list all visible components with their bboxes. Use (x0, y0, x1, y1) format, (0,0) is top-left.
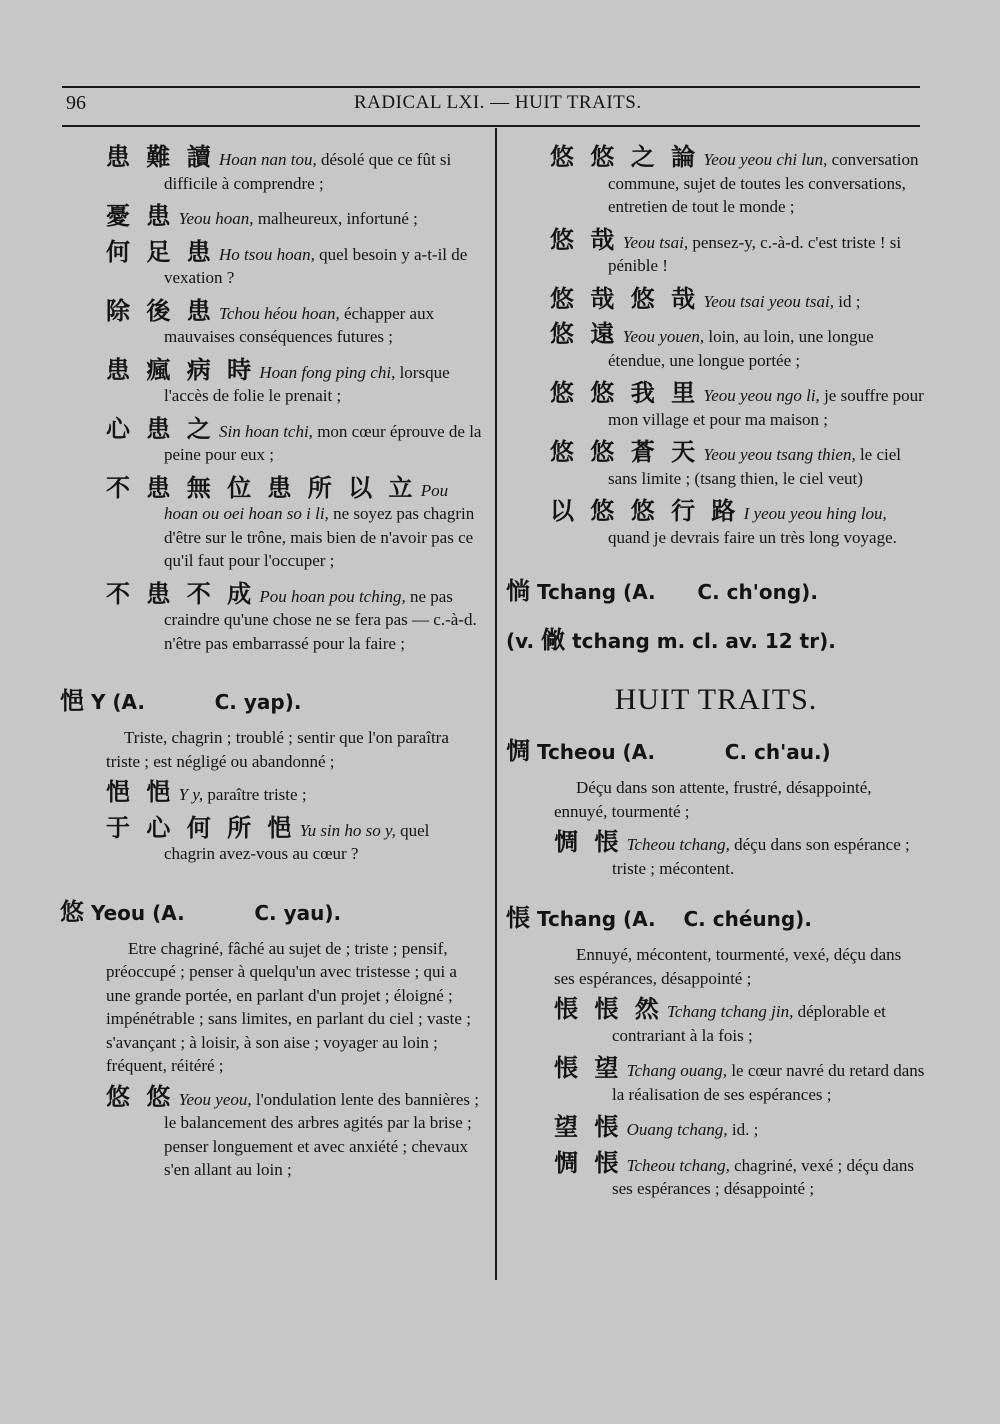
chinese-phrase: 不 患 不 成 (106, 579, 256, 608)
headword-text: Tchang (A. C. ch'ong). (530, 580, 818, 604)
sub-entry (550, 497, 926, 549)
left-column (60, 143, 484, 1192)
chinese-phrase: 不 患 無 位 患 所 以 立 (106, 473, 417, 502)
translation: mon cœur éprouve de la peine pour eux ; (164, 421, 482, 464)
headword-tchang (506, 571, 926, 606)
headword-tcheou (506, 731, 926, 766)
headword-yeou (60, 892, 484, 927)
sub-entry (550, 438, 926, 490)
chinese-phrase: 患 瘋 病 時 (106, 355, 256, 384)
romanization: Yeou yeou chi lun, (703, 150, 828, 169)
headword-text: tchang m. cl. av. 12 tr). (565, 629, 836, 653)
sub-entry (106, 579, 484, 656)
sub-entry (106, 296, 484, 349)
chinese-phrase: 悠 悠 我 里 (550, 379, 700, 407)
chinese-phrase: 悠 遠 (550, 320, 619, 348)
romanization: Hoan fong ping chi, (259, 362, 396, 382)
chinese-phrase: 望 悵 (554, 1113, 623, 1141)
headword-char: 悒 (60, 687, 84, 715)
chinese-phrase: 患 難 讀 (106, 143, 215, 171)
translation: malheureux, infortuné ; (253, 209, 418, 228)
sub-entry (554, 828, 926, 880)
sub-entry (554, 1054, 926, 1106)
chinese-phrase: 悒 悒 (106, 778, 175, 806)
definition: Déçu dans son attente, frustré, désappointé, ennuyé, tourmenté ; (554, 778, 872, 821)
sub-entry (550, 284, 926, 314)
running-title: RADICAL LXI. — HUIT TRAITS. (354, 92, 642, 113)
romanization: Tchang ouang, (626, 1061, 728, 1080)
romanization: Sin hoan tchi, (218, 421, 313, 441)
translation: id ; (833, 291, 861, 311)
entry-group (60, 778, 484, 866)
romanization: Tcheou tchang, (626, 1155, 730, 1175)
headword-char: 惝 (506, 577, 530, 605)
romanization: Ho tsou hoan, (218, 244, 315, 264)
column-divider (495, 128, 497, 1280)
headword-char: 悵 (506, 904, 530, 932)
definition: Ennuyé, mécontent, tourmenté, vexé, déçu dans ses espérances, désappointé ; (554, 945, 902, 988)
chinese-phrase: 以 悠 悠 行 路 (550, 497, 740, 525)
definition: Etre chagriné, fâché au sujet de ; triste ; pensif, préoccupé ; penser à quelqu'un avec tristesse ; qui a une grande portée, en parlant d'un projet ; éloigné ; impénétrable ; sans limites, en parlant du ciel ; vaste ; s'avançant ; à loisir, à son aise ; voyager au loin ; fréquent, réitéré ; (106, 938, 471, 1075)
translation: déplorable et contrariant à la fois ; (612, 1002, 886, 1045)
translation: échapper aux mauvaises conséquences futures ; (164, 303, 435, 346)
translation: le cœur navré du retard dans la réalisation de ses espérances ; (612, 1061, 925, 1104)
translation: je souffre pour mon village et pour ma maison ; (608, 386, 924, 429)
romanization: Tcheou tchang, (626, 835, 730, 854)
romanization: Yeou tsai yeou tsai, (703, 291, 834, 311)
sub-entry (554, 995, 926, 1047)
chinese-phrase: 悵 悵 然 (554, 995, 663, 1023)
sub-entry (554, 1113, 926, 1142)
romanization: Ouang tchang, (626, 1120, 728, 1139)
sub-entry (106, 237, 484, 290)
headword-text: Y (A. C. yap). (84, 690, 302, 714)
sub-entry (106, 355, 484, 408)
sub-entry (106, 473, 484, 573)
romanization: Yu sin ho so y, (299, 820, 396, 840)
definition: Triste, chagrin ; troublé ; sentir que l'on paraîtra triste ; est négligé ou abandonné ; (106, 728, 449, 771)
translation: l'ondulation lente des bannières ; le balancement des arbres agités par la brise ; penser longuement et avec anxiété ; chevaux s'en allant au loin ; (164, 1089, 479, 1179)
headword-char: 惆 (506, 737, 530, 765)
sub-entry (106, 202, 484, 231)
top-rule (62, 86, 920, 88)
translation: loin, au loin, une longue étendue, une longue portée ; (608, 327, 874, 370)
romanization: Tchou héou hoan, (218, 303, 340, 323)
chinese-phrase: 悠 悠 之 論 (550, 143, 700, 171)
section-title: HUIT TRAITS. (614, 683, 818, 716)
chinese-phrase: 悠 哉 悠 哉 (550, 284, 700, 313)
page-number: 96 (66, 92, 86, 114)
translation: lorsque l'accès de folie le prenait ; (164, 362, 450, 405)
sub-entry (106, 813, 484, 866)
chinese-phrase: 何 足 患 (106, 237, 215, 266)
entry-group (506, 143, 926, 549)
header-rule (62, 125, 920, 127)
romanization: Tchang tchang jin, (666, 1002, 794, 1021)
sub-entry (554, 1148, 926, 1201)
romanization: Yeou hoan, (178, 209, 254, 228)
romanization: I yeou yeou hing lou, (743, 504, 887, 523)
romanization: Pou hoan ou oei hoan so i li, (164, 480, 449, 523)
sub-entry (550, 320, 926, 372)
headword-text: Yeou (A. C. yau). (84, 900, 342, 925)
translation: conversation commune, sujet de toutes les conversations, entretien de tout le monde ; (608, 150, 919, 216)
translation: quand je devrais faire un très long voyage. (608, 527, 897, 547)
translation: chagriné, vexé ; déçu dans ses espérances ; désappointé ; (612, 1155, 914, 1198)
chinese-phrase: 于 心 何 所 悒 (106, 813, 296, 842)
chinese-phrase: 除 後 患 (106, 296, 215, 325)
chinese-phrase: 悵 望 (554, 1054, 623, 1082)
chinese-phrase: 惆 悵 (554, 1148, 623, 1177)
headword-char: 僘 (541, 626, 566, 654)
chinese-phrase: 憂 患 (106, 202, 175, 230)
translation: quel besoin y a-t-il de vexation ? (164, 244, 468, 287)
translation: pensez-y, c.-à-d. c'est triste ! si pénible ! (608, 232, 902, 275)
sub-entry (550, 143, 926, 219)
translation: ne pas craindre qu'une chose ne se fera pas — c.-à-d. n'être pas embarrassé pour la faire ; (164, 586, 477, 653)
headword-char: 悠 (60, 897, 84, 926)
entry-group (60, 143, 484, 655)
sub-entry (550, 225, 926, 278)
translation: désolé que ce fût si difficile à comprendre ; (164, 150, 452, 193)
chinese-phrase: 悠 哉 (550, 225, 619, 254)
translation: ne soyez pas chagrin d'être sur le trône, mais bien de n'avoir pas ce qu'il faut pour l'occuper ; (164, 504, 475, 570)
entry-group (60, 1082, 484, 1182)
romanization: Yeou yeou, (178, 1089, 252, 1109)
translation: id. ; (727, 1120, 759, 1139)
chinese-phrase: 心 患 之 (106, 414, 215, 443)
sub-entry (106, 778, 484, 807)
chinese-phrase: 惆 悵 (554, 828, 623, 856)
sub-entry (106, 414, 484, 467)
romanization: Hoan nan tou, (218, 150, 317, 169)
headword-text: Tchang (A. C. chéung). (530, 907, 812, 931)
variant-prefix: (v. (506, 629, 542, 653)
romanization: Pou hoan pou tching, (259, 586, 406, 606)
romanization: Yeou yeou tsang thien, (703, 445, 856, 464)
sub-entry (106, 143, 484, 195)
headword-text: Tcheou (A. C. ch'au.) (530, 740, 831, 764)
entry-group (506, 828, 926, 880)
chinese-phrase: 悠 悠 (106, 1082, 175, 1111)
right-column (506, 143, 926, 1211)
romanization: Y y, (178, 785, 204, 804)
sub-entry (106, 1082, 484, 1182)
sub-entry (550, 379, 926, 431)
romanization: Yeou youen, (622, 327, 705, 346)
headword-y (60, 681, 484, 716)
romanization: Yeou tsai, (622, 232, 689, 252)
headword-variant (506, 620, 926, 655)
translation: le ciel sans limite ; (tsang thien, le ciel veut) (608, 445, 902, 488)
translation: quel chagrin avez-vous au cœur ? (164, 820, 430, 863)
headword-tchang-2 (506, 898, 926, 933)
entry-group (506, 995, 926, 1201)
chinese-phrase: 悠 悠 蒼 天 (550, 438, 700, 466)
romanization: Yeou yeou ngo li, (703, 386, 820, 405)
translation: déçu dans son espérance ; triste ; mécontent. (612, 835, 910, 878)
translation: paraître triste ; (203, 785, 307, 804)
